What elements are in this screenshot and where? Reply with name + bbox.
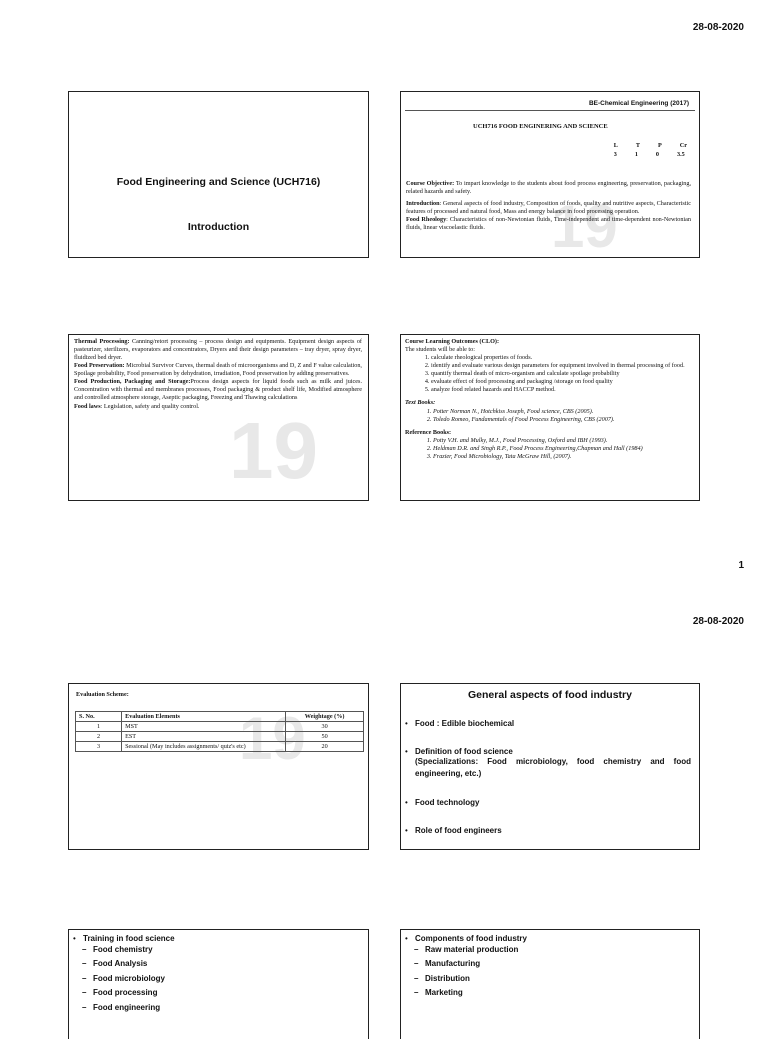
slide-evaluation: 19 Evaluation Scheme: S. No. Evaluation Elements Weightage (%) 1 MST 30 2 EST 50 3 Sessional (May includes assignments/ quiz's etc) 20	[68, 683, 369, 850]
bullet-item: • Food : Edible biochemical	[403, 719, 691, 728]
clo-title: Course Learning Outcomes (CLO):	[405, 338, 500, 345]
ltp-header: P	[658, 142, 662, 149]
list-item: – Food processing	[71, 986, 175, 1000]
ltp-value: 1	[634, 151, 638, 158]
slide-title-heading: Food Engineering and Science (UCH716)	[116, 176, 321, 188]
list-item: – Marketing	[403, 986, 527, 1000]
list-item: 2. Toledo Romeo, Fundamentals of Food Process Engineering, CBS (2007).	[433, 416, 693, 424]
table-row: 1 MST 30	[76, 722, 364, 732]
list-item: 1. Potty V.H. and Mulky, M.J., Food Processing, Oxford and IBH (1993).	[433, 437, 693, 445]
ltp-table	[614, 142, 687, 158]
slide-heading: General aspects of food industry	[468, 689, 632, 701]
list-item: – Manufacturing	[403, 957, 527, 971]
slide-components	[400, 929, 700, 1039]
clo-intro: The students will be able to:	[405, 346, 475, 354]
syllabus-course-title: UCH716 FOOD ENGINERING AND SCIENCE	[473, 123, 608, 130]
food-preservation: Food Preservation: Microbial Survivor Curves, thermal death of microorganisms and D, Z and F value calculation, Spoilage probability, Food preservation by dehydration, irradiation, Food preservation by adding preservatives.	[74, 362, 362, 378]
bullet-subtext: (Specializations: Food microbiology, food chemistry and food engineering, etc.)	[415, 757, 691, 778]
ltp-header: T	[635, 142, 640, 149]
list-item: 1. Potter Norman N., Hotchkiss Joseph, Food science, CBS (2005).	[433, 408, 693, 416]
bullet-item: • Food technology	[403, 798, 691, 807]
list-item: – Food Analysis	[71, 957, 175, 971]
reference-books-title: Reference Books:	[405, 428, 452, 436]
table-header: Evaluation Elements	[122, 712, 286, 722]
ltp-header: L	[613, 142, 618, 149]
slide-outcomes	[400, 334, 700, 501]
ltp-value: 3.5	[677, 151, 685, 158]
text-books-list	[405, 408, 693, 424]
bullet-item: • Role of food engineers	[403, 826, 691, 835]
list-item: – Food microbiology	[71, 972, 175, 986]
ltp-value: 0	[655, 151, 659, 158]
food-laws: Food laws: Legislation, safety and quality control.	[74, 402, 200, 410]
reference-books-list	[405, 437, 693, 461]
course-objective: Course Objective: To impart knowledge to the students about food process engineering, preservation, packaging, related hazards and safety.	[406, 180, 691, 196]
slide-title	[68, 91, 369, 258]
list-item: 3. quantify thermal death of micro-organism and calculate spoilage probability	[431, 370, 693, 378]
syllabus-header: BE-Chemical Engineering (2017)	[588, 100, 689, 107]
table-row: 2 EST 50	[76, 732, 364, 742]
page-date: 28-08-2020	[692, 616, 744, 627]
list-item: – Food engineering	[71, 1001, 175, 1015]
clo-list	[405, 354, 693, 394]
evaluation-table	[75, 711, 364, 752]
text-books-title: Text Books:	[405, 399, 436, 407]
bullet-item: • Definition of food science	[403, 747, 691, 756]
bullet-item: • Components of food industry	[403, 934, 527, 943]
table-header: Weightage (%)	[286, 712, 364, 722]
evaluation-title: Evaluation Scheme:	[76, 691, 129, 698]
slide-general-aspects	[400, 683, 700, 850]
slide-training	[68, 929, 369, 1039]
bullet-item: • Training in food science	[71, 934, 175, 943]
list-item: 5. analyze food related hazards and HACCP method.	[431, 386, 693, 394]
thermal-processing: Thermal Processing: Canning/retort processing – process design and equipments. Equipment design aspects of pasteurizer, sterilizers, evaporators and concentrators, Dryers and their design parameters – tray dryer, spray dryer, fluidized bed dryer.	[74, 338, 362, 362]
slide-title-subheading: Introduction	[187, 221, 250, 233]
page-date: 28-08-2020	[692, 22, 744, 33]
ltp-header: Cr	[679, 142, 687, 149]
slide-syllabus-continued: 19 Thermal Processing: Canning/retort processing – process design and equipments. Equipment design aspects of pasteurizer, sterilizers, evaporators and concentrators, Dryers and their design parameters – tray dryer, spray dryer, fluidized bed dryer. Food Preservation: Microbial Survivor Curves, thermal death of microorganisms and D, Z and F value calculation, Spoilage probability, Food preservation by dehydration, irradiation, Food preservation by adding preservatives. Food Production, Packaging and Storage:Process design aspects for liquid foods such as milk and juices. Concentration with thermal and membranes processes, Food packaging & product shelf life, Modified atmosphere and controlled atmosphere storage, Aseptic packaging, Freezing and Thawing calculations Food laws: Legislation, safety and quality control.	[68, 334, 369, 501]
course-introduction: Introduction: General aspects of food industry, Composition of foods, quality and nutritive aspects, Characteristic features of processed and natural food, Mass and energy balance in food processing operation.	[406, 200, 691, 216]
ltp-value: 3	[613, 151, 617, 158]
course-rheology: Food Rheology: Characteristics of non-Newtonian fluids, Time-independent and time-dependent non-Newtonian fluids, linear viscoelastic fluids.	[406, 216, 691, 232]
page-number: 1	[738, 560, 744, 571]
list-item: 1. calculate rheological properties of foods.	[431, 354, 693, 362]
food-production: Food Production, Packaging and Storage:Process design aspects for liquid foods such as milk and juices. Concentration with thermal and membranes processes, Food packaging & product shelf life, Modified atmosphere and controlled atmosphere storage, Aseptic packaging, Freezing and Thawing calculations	[74, 378, 362, 402]
list-item: 4. evaluate effect of food processing and packaging /storage on food quality	[431, 378, 693, 386]
list-item: 2. identify and evaluate various design parameters for equipment involved in thermal processing of food.	[431, 362, 693, 370]
table-row: 3 Sessional (May includes assignments/ quiz's etc) 20	[76, 742, 364, 752]
list-item: – Food chemistry	[71, 943, 175, 957]
list-item: – Raw material production	[403, 943, 527, 957]
slide-syllabus: 19 BE-Chemical Engineering (2017) UCH716 FOOD ENGINERING AND SCIENCE L T P Cr 3 1 0 3.5 Course Objective: To impart knowledge to the students about food process engineering, preservation, packaging, related hazards and safety. Introduction: General aspects of food industry, Composition of foods, quality and nutritive aspects, Characteristic features of processed and natural food, Mass and energy balance in food processing operation. Food Rheology: Characteristics of non-Newtonian fluids, Time-independent and time-dependent non-Newtonian fluids, linear viscoelastic fluids.	[400, 91, 700, 258]
list-item: 3. Frazier, Food Microbiology, Tata McGraw Hill, (2007).	[433, 453, 693, 461]
list-item: – Distribution	[403, 972, 527, 986]
list-item: 2. Heldman D.R. and Singh R.P., Food Process Engineering,Chapman and Hall (1984)	[433, 445, 693, 453]
table-header: S. No.	[76, 712, 122, 722]
